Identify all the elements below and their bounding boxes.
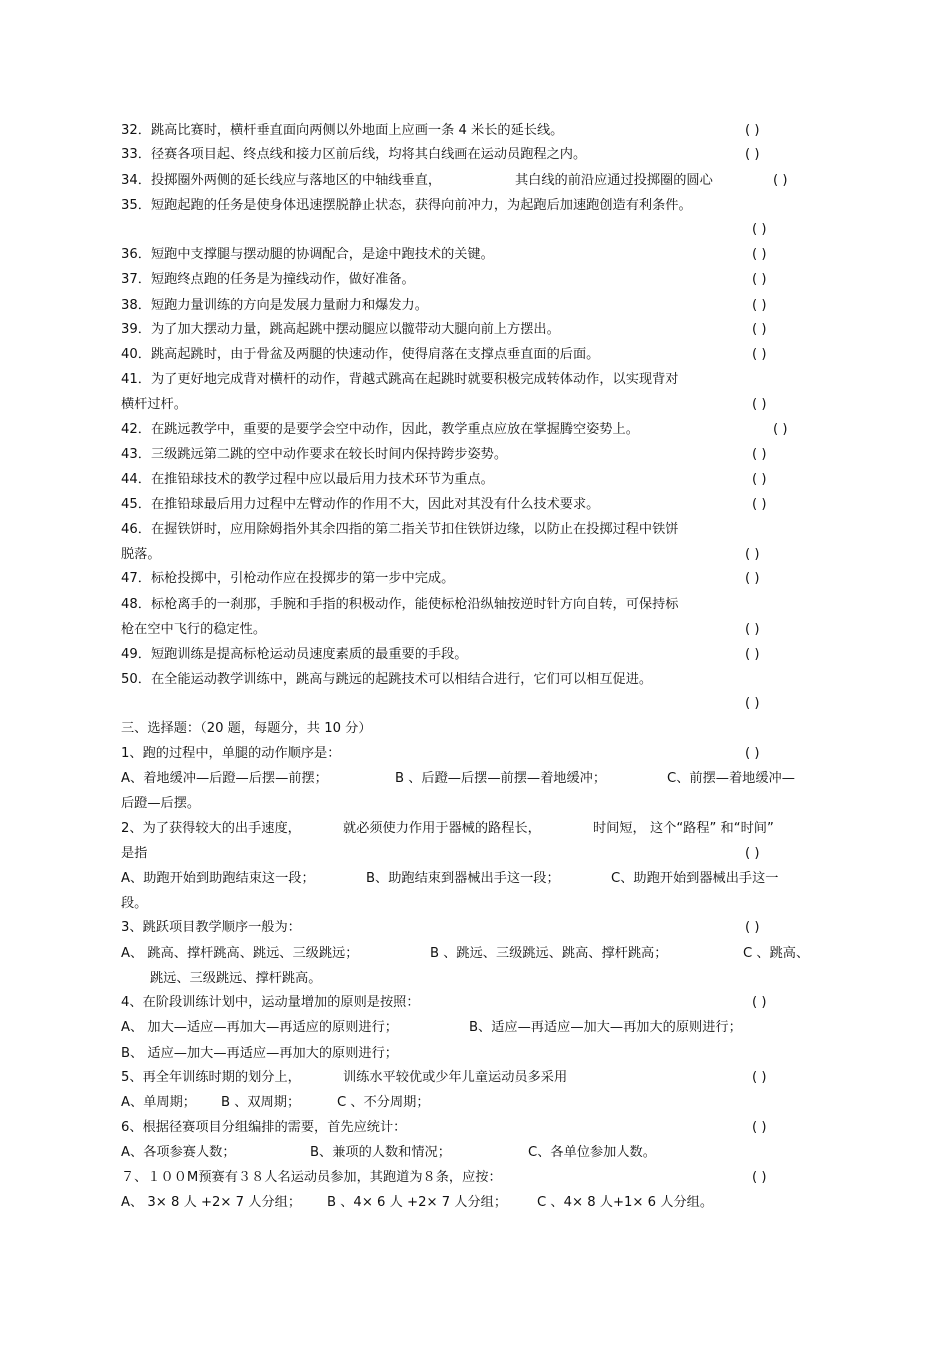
option-b: B 、跳远、三级跳远、跳高、撑杆跳高；: [430, 946, 668, 961]
choice-options: [121, 769, 821, 789]
question-stem-part-c: 时间短， 这个“路程” 和“时间”: [593, 821, 774, 836]
answer-parens-text: ( ): [752, 298, 767, 313]
option-c: C 、跳高、: [743, 946, 810, 961]
answer-parens-text: ( ): [752, 322, 767, 337]
question-text: 33．径赛各项目起、终点线和接力区前后线，均将其白线画在运动员跑程之内。: [121, 147, 587, 162]
option-b: B 、双周期；: [221, 1095, 301, 1110]
question-text: 46．在握铁饼时，应用除姆指外其余四指的第二指关节扣住铁饼边缘，以防止在投掷过程中铁饼: [121, 522, 679, 537]
question-42: [121, 420, 639, 440]
choice-question-1: [121, 744, 340, 764]
choice-options: [121, 1143, 821, 1163]
answer-parens-text: ( ): [745, 547, 760, 562]
answer-parens-text: ( ): [752, 1070, 767, 1085]
option-c-continuation: 跳远、三级跳远、撑杆跳高。: [150, 971, 322, 986]
option-a: A、 3× 8 人 +2× 7 人分组；: [121, 1195, 302, 1210]
question-35: [121, 196, 692, 216]
choice-options: [121, 944, 821, 964]
answer-parens-text: ( ): [773, 173, 788, 188]
option-b: B 、后蹬—后摆—前摆—着地缓冲；: [395, 771, 607, 786]
answer-parens-text: ( ): [752, 222, 767, 237]
answer-parens-text: ( ): [745, 647, 760, 662]
question-text: 枪在空中飞行的稳定性。: [121, 622, 267, 637]
answer-parens-text: ( ): [745, 696, 760, 711]
question-text: 44．在推铅球技术的教学过程中应以最后用力技术环节为重点。: [121, 472, 494, 487]
answer-parens-text: ( ): [752, 247, 767, 262]
question-text: 脱落。: [121, 547, 161, 562]
option-c-continuation: 后蹬—后摆。: [121, 796, 201, 811]
option-a: A、单周期；: [121, 1095, 196, 1110]
answer-parens-text: ( ): [752, 497, 767, 512]
choice-options: [121, 1093, 821, 1113]
question-44: [121, 470, 494, 490]
question-text: 42．在跳远教学中，重要的是要学会空中动作，因此，教学重点应放在掌握腾空姿势上。: [121, 422, 639, 437]
choice-question-6: [121, 1118, 406, 1138]
choice-options: [121, 1193, 821, 1213]
question-47: [121, 569, 454, 589]
question-stem: 6、根据径赛项目分组编排的需要，首先应统计：: [121, 1120, 407, 1135]
answer-parens-text: ( ): [745, 846, 760, 861]
question-48-continuation: [121, 620, 266, 640]
question-stem-part-b: 就必须使力作用于器械的路程长，: [343, 821, 541, 836]
question-40: [121, 345, 599, 365]
option-c: B、 适应—加大—再适应—再加大的原则进行；: [121, 1046, 398, 1061]
answer-parens-text: ( ): [773, 422, 788, 437]
question-39: [121, 320, 560, 340]
question-32: [121, 121, 563, 141]
question-49: [121, 645, 467, 665]
option-c: C、各单位参加人数。: [528, 1145, 656, 1160]
option-a: A、 加大—适应—再加大—再适应的原则进行；: [121, 1020, 398, 1035]
question-text: 47．标枪投掷中，引枪动作应在投掷步的第一步中完成。: [121, 571, 455, 586]
question-text: 43．三级跳远第二跳的空中动作要求在较长时间内保持跨步姿势。: [121, 447, 508, 462]
question-stem: ７、１００M预赛有３８人名运动员参加，其跑道为８条，应按：: [121, 1170, 502, 1185]
option-c: C 、4× 8 人+1× 6 人分组。: [537, 1195, 714, 1210]
question-48: [121, 595, 678, 615]
question-stem: 3、跳跃项目教学顺序一般为：: [121, 920, 301, 935]
question-text: 45．在推铅球最后用力过程中左臂动作的作用不大，因此对其没有什么技术要求。: [121, 497, 600, 512]
question-text: 32．跳高比赛时，横杆垂直面向两侧以外地面上应画一条 4 米长的延长线。: [121, 123, 564, 138]
option-b: B、兼项的人数和情况；: [310, 1145, 451, 1160]
answer-parens-text: ( ): [745, 746, 760, 761]
question-stem-part-a: 2、为了获得较大的出手速度，: [121, 821, 301, 836]
answer-parens-text: ( ): [745, 147, 760, 162]
question-text: 35．短跑起跑的任务是使身体迅速摆脱静止状态，获得向前冲力，为起跑后加速跑创造有利条件。: [121, 198, 692, 213]
answer-parens-text: ( ): [752, 347, 767, 362]
option-c-continuation: 段。: [121, 896, 148, 911]
question-46-continuation: [121, 545, 161, 565]
section-heading-text: 三、选择题：（20 题，每题分，共 10 分）: [121, 721, 372, 736]
answer-parens-text: ( ): [752, 1120, 767, 1135]
option-a: A、助跑开始到助跑结束这一段；: [121, 871, 315, 886]
answer-parens-text: ( ): [752, 1170, 767, 1185]
answer-parens-text: ( ): [745, 920, 760, 935]
question-text: 40．跳高起跳时，由于骨盆及两腿的快速动作，使得肩落在支撑点垂直面的后面。: [121, 347, 600, 362]
question-41: [121, 370, 678, 390]
choice-question-5: [121, 1068, 821, 1088]
question-text: 39．为了加大摆动力量，跳高起跳中摆动腿应以髋带动大腿向前上方摆出。: [121, 322, 560, 337]
question-stem: 4、在阶段训练计划中，运动量增加的原则是按照：: [121, 995, 420, 1010]
option-c: C、助跑开始到器械出手这一: [611, 871, 779, 886]
question-38: [121, 296, 428, 316]
question-text: 50．在全能运动教学训练中，跳高与跳远的起跳技术可以相结合进行，它们可以相互促进。: [121, 672, 653, 687]
question-stem-continuation: 是指: [121, 846, 148, 861]
option-b: B、适应—再适应—加大—再加大的原则进行；: [469, 1020, 742, 1035]
choice-options-continuation: [121, 894, 147, 914]
option-a: A、各项参赛人数；: [121, 1145, 236, 1160]
question-34: [121, 171, 841, 191]
option-b: B 、4× 6 人 +2× 7 人分组；: [327, 1195, 508, 1210]
choice-options-continuation: [121, 1044, 398, 1064]
option-c: C 、不分周期；: [337, 1095, 430, 1110]
answer-parens-text: ( ): [745, 571, 760, 586]
question-text: 48．标枪离手的一刹那，手腕和手指的积极动作，能使标枪沿纵轴按逆时针方向自转，可保持标: [121, 597, 679, 612]
question-37: [121, 270, 415, 290]
question-36: [121, 245, 494, 265]
answer-parens-text: ( ): [752, 447, 767, 462]
choice-question-4: [121, 993, 420, 1013]
question-text: 41．为了更好地完成背对横杆的动作，背越式跳高在起跳时就要积极完成转体动作，以实现背对: [121, 372, 679, 387]
answer-parens-text: ( ): [752, 472, 767, 487]
answer-parens-text: ( ): [752, 272, 767, 287]
question-stem: 1、跑的过程中，单腿的动作顺序是：: [121, 746, 341, 761]
question-43: [121, 445, 507, 465]
choice-question-2: [121, 819, 821, 839]
choice-options: [121, 869, 821, 889]
question-text: 49．短跑训练是提高标枪运动员速度素质的最重要的手段。: [121, 647, 468, 662]
answer-parens-text: ( ): [752, 995, 767, 1010]
answer-parens-text: ( ): [752, 397, 767, 412]
question-text: 36．短跑中支撑腿与摆动腿的协调配合，是途中跑技术的关键。: [121, 247, 494, 262]
question-50: [121, 670, 652, 690]
question-text-part-b: 其白线的前沿应通过投掷圈的圆心: [515, 173, 713, 188]
question-46: [121, 520, 678, 540]
answer-parens-text: ( ): [745, 123, 760, 138]
option-c: C、前摆—着地缓冲—: [667, 771, 795, 786]
choice-question-7: [121, 1168, 502, 1188]
answer-parens-text: ( ): [745, 622, 760, 637]
question-41-continuation: [121, 395, 187, 415]
question-text: 37．短跑终点跑的任务是为撞线动作，做好准备。: [121, 272, 415, 287]
choice-options-continuation: [150, 969, 321, 989]
question-text-part-a: 34．投掷圈外两侧的延长线应与落地区的中轴线垂直，: [121, 173, 442, 188]
option-a: A、着地缓冲—后蹬—后摆—前摆；: [121, 771, 328, 786]
choice-question-3: [121, 918, 301, 938]
choice-question-2-continuation: [121, 844, 147, 864]
choice-options: [121, 1018, 821, 1038]
question-text: 横杆过杆。: [121, 397, 187, 412]
section-heading: [121, 719, 372, 739]
question-text: 38．短跑力量训练的方向是发展力量耐力和爆发力。: [121, 298, 428, 313]
choice-options-continuation: [121, 794, 200, 814]
question-stem-part-a: 5、再全年训练时期的划分上，: [121, 1070, 301, 1085]
question-45: [121, 495, 599, 515]
option-b: B、助跑结束到器械出手这一段；: [366, 871, 560, 886]
option-a: A、 跳高、撑杆跳高、跳远、三级跳远；: [121, 946, 359, 961]
question-stem-part-b: 训练水平较优或少年儿童运动员多采用: [343, 1070, 568, 1085]
question-33: [121, 145, 586, 165]
